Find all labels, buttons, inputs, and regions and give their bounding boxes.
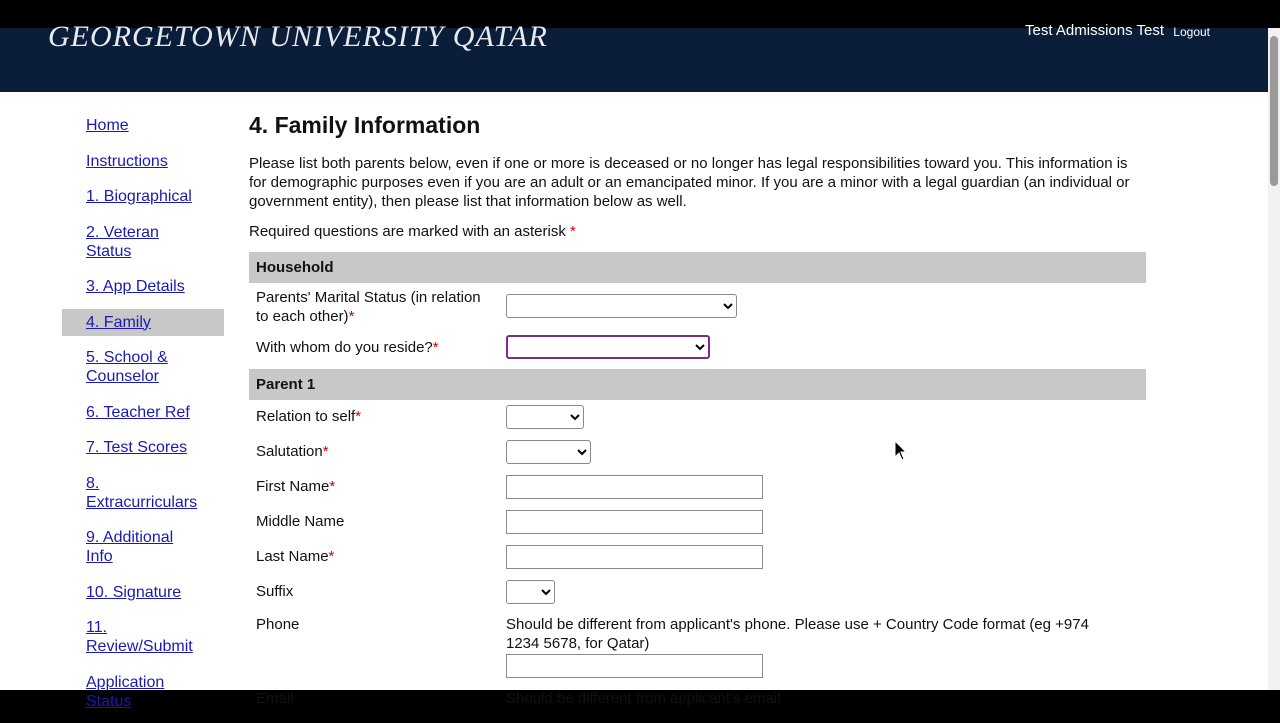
sidebar-item-application-status[interactable]: Application Status [86,673,165,710]
logout-link[interactable]: Logout [1173,25,1210,39]
required-asterisk: * [570,223,576,240]
sidebar-item-review-submit[interactable]: 11. Review/Submit [86,619,193,655]
middle-name-label: Middle Name [256,513,345,530]
relation-select[interactable] [506,405,584,429]
marital-status-select[interactable] [506,294,737,318]
section-household-heading: Household [249,252,1146,283]
email-help-text: Should be different from applicant's email [506,690,781,707]
first-name-label-text: First Name [256,478,330,495]
mouse-cursor-icon [894,440,908,462]
required-asterisk: * [348,308,355,325]
required-asterisk: * [432,339,439,356]
last-name-label-text: Last Name [256,548,329,565]
sidebar-item-additional-info[interactable]: 9. Additional Info [86,529,174,565]
suffix-label: Suffix [256,583,294,600]
last-name-label [256,547,334,566]
sidebar-item-instructions[interactable]: Instructions [86,152,168,170]
required-asterisk: * [355,408,362,425]
marital-status-label-text: Parents' Marital Status (in relation to each other) [256,289,481,325]
first-name-input[interactable] [506,475,763,499]
site-header [0,20,1280,92]
middle-name-input[interactable] [506,510,763,534]
intro-text: Please list both parents below, even if one or more is deceased or no longer has legal responsibilities toward you. This information is for demographic purposes even if you are an adult or an emancipated minor. If you are a minor with a legal guardian (an individual or government entity), then please list that information below as well. [249,155,1130,210]
salutation-label [256,442,329,461]
page-scrollbar[interactable] [1268,28,1280,690]
required-note [249,223,1146,240]
required-asterisk: * [328,548,335,565]
salutation-label-text: Salutation [256,443,323,460]
relation-label-text: Relation to self [256,408,356,425]
marital-status-label [256,288,481,326]
main-content [249,112,1146,707]
browser-viewport [0,20,1280,710]
email-label: Email [256,690,294,707]
parent1-fields [249,400,1146,707]
household-fields [249,283,1146,361]
scrollbar-thumb[interactable] [1270,36,1278,186]
sidebar-item-signature[interactable]: 10. Signature [86,583,182,601]
required-asterisk: * [329,478,336,495]
section-parent1-heading: Parent 1 [249,369,1146,400]
page-title: 4. Family Information [249,112,481,138]
sidebar-item-family[interactable]: 4. Family [62,309,224,336]
sidebar-item-veteran-status[interactable]: 2. Veteran Status [86,223,159,260]
salutation-select[interactable] [506,440,591,464]
phone-help-text: Should be different from applicant's phone. Please use + Country Code format (eg +974 1234 5678, for Qatar) [506,616,1089,652]
reside-label [256,338,439,357]
phone-label: Phone [256,616,300,633]
sidebar-item-extracurriculars[interactable]: 8. Extracurriculars [86,474,198,511]
first-name-label [256,477,335,496]
required-note-text: Required questions are marked with an asterisk [249,223,566,240]
sidebar-item-home[interactable]: Home [86,117,129,134]
required-asterisk: * [322,443,329,460]
reside-select[interactable] [506,335,710,359]
sidebar-item-teacher-ref[interactable]: 6. Teacher Ref [86,403,190,421]
reside-label-text: With whom do you reside? [256,339,433,356]
sidebar-item-app-details[interactable]: 3. App Details [86,278,185,295]
sidebar-item-test-scores[interactable]: 7. Test Scores [86,439,188,456]
sidebar-item-biographical[interactable]: 1. Biographical [86,188,192,205]
user-name: Test Admissions Test [1025,22,1164,39]
sidebar-nav [62,112,224,723]
sidebar-item-school-counselor[interactable]: 5. School & Counselor [86,349,168,385]
university-logo-text: GEORGETOWN UNIVERSITY QATAR [48,20,548,53]
last-name-input[interactable] [506,545,763,569]
suffix-select[interactable] [506,580,555,604]
relation-label [256,407,361,426]
phone-input[interactable] [506,654,763,678]
